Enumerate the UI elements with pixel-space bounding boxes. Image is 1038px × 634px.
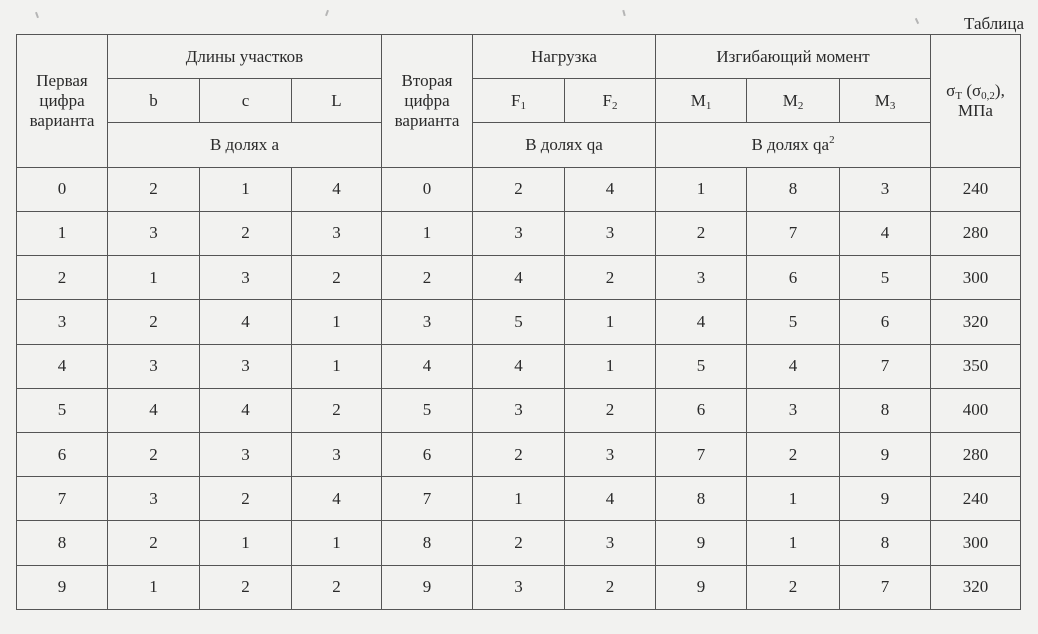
cell-sigma: 240: [931, 477, 1021, 521]
cell-M2: 7: [747, 211, 840, 255]
cell-M1: 9: [656, 565, 747, 609]
cell-M3: 7: [840, 344, 931, 388]
cell-L: 4: [292, 477, 382, 521]
header-load: Нагрузка: [473, 35, 656, 79]
variants-table: [16, 34, 1021, 610]
F2-symbol: F: [602, 90, 612, 110]
cell-b: 2: [108, 432, 200, 476]
header-first-digit: Первая цифра варианта: [17, 35, 108, 168]
cell-M1: 1: [656, 167, 747, 211]
cell-second-digit: 2: [382, 256, 473, 300]
cell-b: 1: [108, 565, 200, 609]
header-c: c: [200, 79, 292, 123]
cell-F2: 2: [565, 256, 656, 300]
cell-M1: 3: [656, 256, 747, 300]
cell-second-digit: 4: [382, 344, 473, 388]
cell-b: 2: [108, 521, 200, 565]
cell-sigma: 280: [931, 432, 1021, 476]
header-M2: [747, 79, 840, 123]
cell-second-digit: 5: [382, 388, 473, 432]
cell-sigma: 300: [931, 256, 1021, 300]
cell-F2: 3: [565, 432, 656, 476]
cell-c: 3: [200, 344, 292, 388]
cell-M1: 9: [656, 521, 747, 565]
sigma-paren-open: (σ: [962, 80, 982, 100]
cell-F1: 4: [473, 256, 565, 300]
table-row: [17, 167, 1021, 211]
cell-second-digit: 8: [382, 521, 473, 565]
cell-first-digit: 3: [17, 300, 108, 344]
M1-symbol: M: [690, 90, 706, 110]
cell-c: 4: [200, 300, 292, 344]
cell-sigma: 240: [931, 167, 1021, 211]
cell-F2: 2: [565, 565, 656, 609]
cell-M1: 8: [656, 477, 747, 521]
table-row: [17, 477, 1021, 521]
table-row: [17, 565, 1021, 609]
moment-unit-superscript: 2: [829, 134, 835, 147]
sigma-symbol: σ: [946, 80, 956, 100]
cell-M3: 4: [840, 211, 931, 255]
cell-c: 4: [200, 388, 292, 432]
M1-subscript: 1: [705, 99, 712, 112]
cell-M3: 8: [840, 521, 931, 565]
table-row: [17, 432, 1021, 476]
cell-F2: 4: [565, 477, 656, 521]
cell-b: 3: [108, 211, 200, 255]
cell-M2: 4: [747, 344, 840, 388]
cell-F1: 2: [473, 521, 565, 565]
cell-first-digit: 9: [17, 565, 108, 609]
cell-c: 2: [200, 565, 292, 609]
table-row: [17, 300, 1021, 344]
cell-M1: 5: [656, 344, 747, 388]
cell-b: 2: [108, 167, 200, 211]
cell-L: 2: [292, 388, 382, 432]
cell-c: 2: [200, 211, 292, 255]
scan-speck: [35, 12, 39, 18]
cell-M2: 2: [747, 565, 840, 609]
cell-b: 3: [108, 477, 200, 521]
cell-b: 2: [108, 300, 200, 344]
scan-speck: [325, 10, 329, 16]
cell-M3: 3: [840, 167, 931, 211]
cell-F1: 3: [473, 388, 565, 432]
cell-F2: 1: [565, 300, 656, 344]
cell-M3: 9: [840, 477, 931, 521]
cell-L: 3: [292, 432, 382, 476]
cell-F2: 2: [565, 388, 656, 432]
cell-M2: 5: [747, 300, 840, 344]
scan-speck: [622, 10, 625, 16]
header-F2: [565, 79, 656, 123]
sigma-paren-close: ),: [994, 80, 1005, 100]
cell-second-digit: 3: [382, 300, 473, 344]
cell-M1: 2: [656, 211, 747, 255]
cell-F1: 3: [473, 211, 565, 255]
cell-L: 2: [292, 256, 382, 300]
cell-F2: 4: [565, 167, 656, 211]
cell-M3: 7: [840, 565, 931, 609]
cell-L: 1: [292, 521, 382, 565]
cell-b: 1: [108, 256, 200, 300]
cell-M2: 2: [747, 432, 840, 476]
F1-symbol: F: [511, 90, 521, 110]
cell-first-digit: 1: [17, 211, 108, 255]
cell-L: 1: [292, 300, 382, 344]
cell-first-digit: 6: [17, 432, 108, 476]
sigma-unit: МПа: [958, 100, 993, 120]
sigma-paren-subscript: 0,2: [981, 89, 995, 102]
header-M3: [840, 79, 931, 123]
cell-M3: 6: [840, 300, 931, 344]
cell-F1: 3: [473, 565, 565, 609]
M3-symbol: M: [874, 90, 890, 110]
cell-F1: 4: [473, 344, 565, 388]
F1-subscript: 1: [520, 99, 526, 112]
header-yield-stress: [931, 35, 1021, 168]
cell-M3: 5: [840, 256, 931, 300]
cell-first-digit: 5: [17, 388, 108, 432]
F2-subscript: 2: [611, 99, 618, 112]
cell-c: 3: [200, 432, 292, 476]
cell-F1: 2: [473, 167, 565, 211]
cell-b: 3: [108, 344, 200, 388]
cell-M3: 8: [840, 388, 931, 432]
M3-subscript: 3: [889, 99, 896, 112]
header-moment: Изгибающий момент: [656, 35, 931, 79]
header-F1: [473, 79, 565, 123]
table-row: [17, 256, 1021, 300]
header-lengths-unit: В долях a: [108, 123, 382, 167]
header-lengths: Длины участков: [108, 35, 382, 79]
cell-b: 4: [108, 388, 200, 432]
cell-second-digit: 1: [382, 211, 473, 255]
sigma-subscript: Т: [955, 89, 963, 102]
cell-first-digit: 4: [17, 344, 108, 388]
cell-c: 2: [200, 477, 292, 521]
cell-sigma: 350: [931, 344, 1021, 388]
cell-L: 1: [292, 344, 382, 388]
cell-c: 1: [200, 521, 292, 565]
cell-sigma: 300: [931, 521, 1021, 565]
cell-M2: 1: [747, 477, 840, 521]
table-caption: Таблица: [964, 14, 1024, 33]
cell-second-digit: 7: [382, 477, 473, 521]
cell-L: 2: [292, 565, 382, 609]
cell-first-digit: 0: [17, 167, 108, 211]
cell-second-digit: 0: [382, 167, 473, 211]
cell-M1: 7: [656, 432, 747, 476]
cell-c: 1: [200, 167, 292, 211]
header-second-digit: Вторая цифра варианта: [382, 35, 473, 168]
header-L: L: [292, 79, 382, 123]
cell-sigma: 320: [931, 300, 1021, 344]
cell-L: 4: [292, 167, 382, 211]
cell-F2: 1: [565, 344, 656, 388]
cell-M2: 3: [747, 388, 840, 432]
M2-subscript: 2: [797, 99, 804, 112]
header-moment-unit: [656, 123, 931, 167]
cell-sigma: 400: [931, 388, 1021, 432]
cell-second-digit: 9: [382, 565, 473, 609]
cell-F2: 3: [565, 521, 656, 565]
cell-sigma: 320: [931, 565, 1021, 609]
cell-second-digit: 6: [382, 432, 473, 476]
cell-M3: 9: [840, 432, 931, 476]
cell-first-digit: 2: [17, 256, 108, 300]
cell-M2: 6: [747, 256, 840, 300]
cell-F2: 3: [565, 211, 656, 255]
cell-c: 3: [200, 256, 292, 300]
cell-first-digit: 8: [17, 521, 108, 565]
header-b: b: [108, 79, 200, 123]
cell-F1: 1: [473, 477, 565, 521]
table-row: [17, 521, 1021, 565]
cell-M1: 4: [656, 300, 747, 344]
scan-speck: [915, 18, 919, 24]
header-load-unit: В долях qa: [473, 123, 656, 167]
M2-symbol: M: [782, 90, 798, 110]
moment-unit-text: В долях qa: [751, 135, 830, 155]
table-row: [17, 388, 1021, 432]
table-row: [17, 344, 1021, 388]
cell-F1: 2: [473, 432, 565, 476]
cell-F1: 5: [473, 300, 565, 344]
header-M1: [656, 79, 747, 123]
cell-M2: 1: [747, 521, 840, 565]
table-row: [17, 211, 1021, 255]
cell-M2: 8: [747, 167, 840, 211]
cell-M1: 6: [656, 388, 747, 432]
cell-L: 3: [292, 211, 382, 255]
cell-first-digit: 7: [17, 477, 108, 521]
cell-sigma: 280: [931, 211, 1021, 255]
